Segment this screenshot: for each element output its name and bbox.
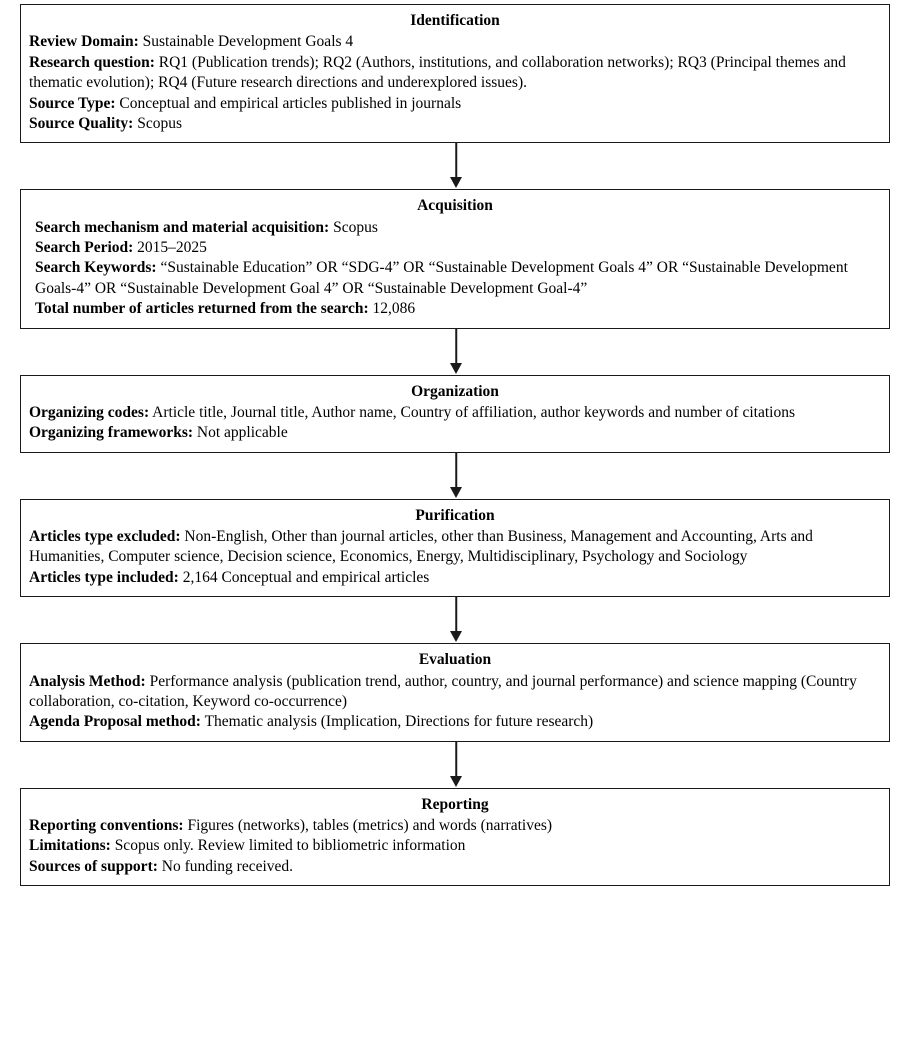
stage-row [29, 672, 881, 713]
row-value: Scopus only. Review limited to bibliometric information [114, 837, 466, 855]
row-label: Articles type excluded: [29, 528, 181, 545]
row-label: Research question: [29, 53, 155, 71]
row-label: Analysis Method: [29, 672, 146, 690]
row-label: Organizing codes: [29, 403, 150, 421]
row-value: RQ1 (Publication trends); RQ2 (Authors, institutions, and collaboration networks); RQ3 (Principal themes and thematic evolution); RQ4 (Future research directions and underexplored issues). [29, 53, 846, 92]
row-value: 2,164 Conceptual and empirical articles [182, 568, 430, 586]
row-label: Limitations: [29, 837, 111, 855]
arrow-line-icon [455, 597, 457, 633]
row-label: Reporting conventions: [29, 817, 184, 834]
arrow-head-icon [450, 177, 462, 188]
row-label: Organizing frameworks: [29, 424, 194, 442]
row-value: “Sustainable Education” OR “SDG-4” OR “Sustainable Development Goals 4” OR “Sustainable Development Goals-4” OR “Sustainable Development Goal 4” OR “Sustainable Development Goal-4” [35, 259, 848, 297]
row-value: Article title, Journal title, Author name, Country of affiliation, author keywords and number of citations [152, 403, 795, 421]
row-value: Conceptual and empirical articles published in journals [119, 94, 462, 112]
arrow-line-icon [455, 453, 457, 489]
stage-box-purification [20, 499, 890, 598]
stage-box-evaluation [20, 643, 890, 742]
row-value: Scopus [333, 218, 378, 236]
stage-row [29, 114, 881, 134]
stage-row [29, 712, 881, 732]
stage-row [29, 218, 881, 238]
stage-row [29, 816, 881, 836]
row-value: 12,086 [372, 300, 416, 318]
flow-arrow-reporting [10, 742, 902, 788]
stage-title-purification: Purification [415, 506, 495, 524]
stage-box-reporting [20, 788, 890, 887]
stage-row [29, 568, 881, 588]
arrow-line-icon [455, 143, 457, 179]
stage-row [29, 238, 881, 258]
stage-row [29, 423, 881, 443]
stage-row [29, 299, 881, 319]
stage-row [29, 94, 881, 114]
stage-row [29, 857, 881, 877]
arrow-line-icon [455, 742, 457, 778]
row-label: Search Period: [35, 239, 134, 256]
arrow-head-icon [450, 776, 462, 787]
stage-title-organization: Organization [411, 382, 499, 400]
row-label: Review Domain: [29, 33, 139, 51]
row-label: Source Type: [29, 94, 116, 112]
arrow-head-icon [450, 363, 462, 374]
stage-title-acquisition: Acquisition [417, 197, 493, 215]
flow-arrow-organization [10, 329, 902, 375]
row-value: No funding received. [161, 857, 294, 875]
stage-row [29, 32, 881, 52]
stage-box-organization [20, 375, 890, 453]
row-value: Sustainable Development Goals 4 [142, 33, 354, 51]
row-value: Not applicable [196, 424, 288, 442]
row-value: 2015–2025 [137, 239, 207, 256]
stage-row [29, 527, 881, 568]
arrow-line-icon [455, 329, 457, 365]
arrow-head-icon [450, 487, 462, 498]
stage-row [29, 403, 881, 423]
flow-arrow-acquisition [10, 143, 902, 189]
row-value: Scopus [137, 114, 183, 132]
row-label: Search mechanism and material acquisition: [35, 218, 330, 236]
flow-arrow-evaluation [10, 597, 902, 643]
row-label: Articles type included: [29, 568, 179, 586]
stage-title-reporting: Reporting [421, 795, 489, 813]
flow-arrow-purification [10, 453, 902, 499]
row-value: Figures (networks), tables (metrics) and words (narratives) [187, 817, 553, 834]
row-label: Sources of support: [29, 857, 158, 875]
stage-title-identification: Identification [410, 12, 500, 29]
stage-box-acquisition [20, 189, 890, 328]
stage-row [29, 836, 881, 856]
arrow-head-icon [450, 631, 462, 642]
stage-title-evaluation: Evaluation [418, 651, 492, 669]
row-label: Total number of articles returned from the search: [35, 300, 369, 318]
row-label: Search Keywords: [35, 259, 157, 277]
row-label: Agenda Proposal method: [29, 713, 201, 731]
row-value: Thematic analysis (Implication, Directions for future research) [204, 713, 594, 731]
stage-row [29, 258, 881, 299]
stage-box-identification [20, 4, 890, 143]
row-value: Non-English, Other than journal articles, other than Business, Management and Accounting, Arts and Humanities, Computer science, Decision science, Economics, Energy, Multidisciplinary, Psychology and Sociology [29, 528, 813, 566]
row-value: Performance analysis (publication trend, author, country, and journal performance) and science mapping (Country collaboration, co-citation, Keyword co-occurrence) [29, 672, 857, 710]
stage-row [29, 53, 881, 94]
row-label: Source Quality: [29, 114, 134, 132]
